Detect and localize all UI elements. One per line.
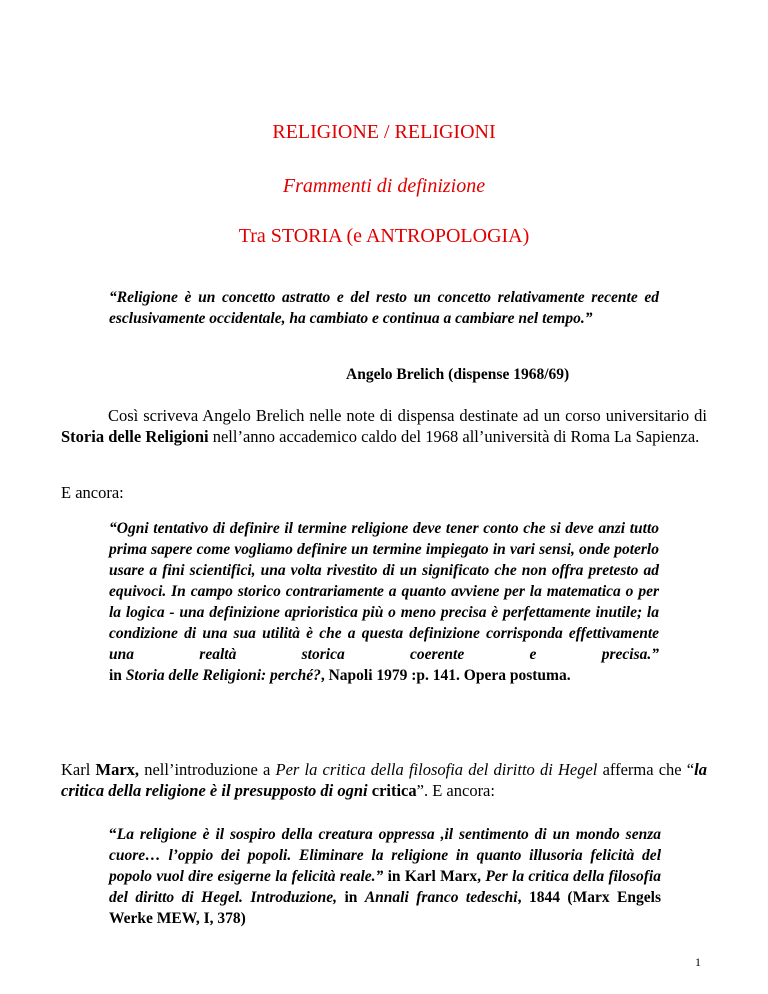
citation-work: Per la critica della filosofia del diritto di Hegel. Introduzione,	[109, 868, 661, 906]
marx-quote	[109, 824, 661, 929]
citation-text: in	[336, 889, 365, 906]
paragraph-brelich-context	[61, 405, 707, 447]
text-span: ”. E ancora:	[416, 781, 495, 800]
paragraph-marx	[61, 759, 707, 801]
citation-journal: Annali franco tedeschi	[364, 889, 518, 906]
text-span: Karl	[61, 760, 96, 779]
citation-prefix: in Karl Marx,	[383, 868, 486, 885]
text-span: afferma che “	[597, 760, 695, 779]
source-title: Storia delle Religioni: perché?	[125, 667, 321, 684]
page-subtitle: Frammenti di definizione	[282, 175, 486, 197]
source-prefix: in	[109, 667, 126, 684]
quote-text: “Ogni tentativo di definire il termine religione deve tener conto che si deve anzi tutto prima sapere come vogliamo definire un termine impiegato in vari sensi, onde poterlo usare a fini scientifici, una volta rivestito di un significato che non offra pretesto ad equivoci. In campo storico contrariamente a quanto avviene per la matematica o per la logica - una definizione aprioristica più o meno precisa è perfettamente inutile; la condizione di una sua utilità è che a questa definizione corrisponda effettivamente una realtà storica coerente e precisa.”	[109, 520, 659, 663]
citation-details: , 1844 (Marx Engels Werke MEW, I, 378)	[109, 889, 661, 927]
brelich-second-quote	[109, 518, 659, 686]
paragraph-text: Così scriveva Angelo Brelich nelle note di dispensa destinate ad un corso universitario di	[108, 406, 707, 425]
page-subtitle-secondary: Tra STORIA (e ANTROPOLOGIA)	[238, 225, 530, 247]
marx-keyword: critica	[371, 781, 417, 800]
course-name: Storia delle Religioni	[61, 427, 209, 446]
source-details: , Napoli 1979 :p. 141. Opera postuma.	[320, 667, 571, 684]
brelich-attribution: Angelo Brelich (dispense 1968/69)	[346, 366, 570, 383]
open-quote: “	[109, 826, 117, 843]
text-span: nell’introduzione a	[139, 760, 276, 779]
paragraph-text: nell’anno accademico caldo del 1968 all’università di Roma La Sapienza.	[208, 427, 700, 446]
author-name: Marx,	[95, 760, 140, 779]
page-title: RELIGIONE / RELIGIONI	[272, 121, 496, 143]
work-title: Per la critica della filosofia del diritto di Hegel	[275, 760, 598, 779]
marx-phrase: la critica della religione è il presupposto di ogni	[61, 760, 707, 800]
brelich-quote: “Religione è un concetto astratto e del resto un concetto relativamente recente ed esclusivamente occidentale, ha cambiato e continua a cambiare nel tempo.”	[109, 289, 659, 327]
page-number: 1	[695, 955, 701, 969]
paragraph-e-ancora: E ancora:	[61, 483, 124, 502]
quote-text: La religione è il sospiro della creatura oppressa ,il sentimento di un mondo senza cuore… l’oppio dei popoli. Eliminare la religione in quanto illusoria felicità del popolo vuol dire esigerne la felicità reale.”	[109, 826, 661, 885]
